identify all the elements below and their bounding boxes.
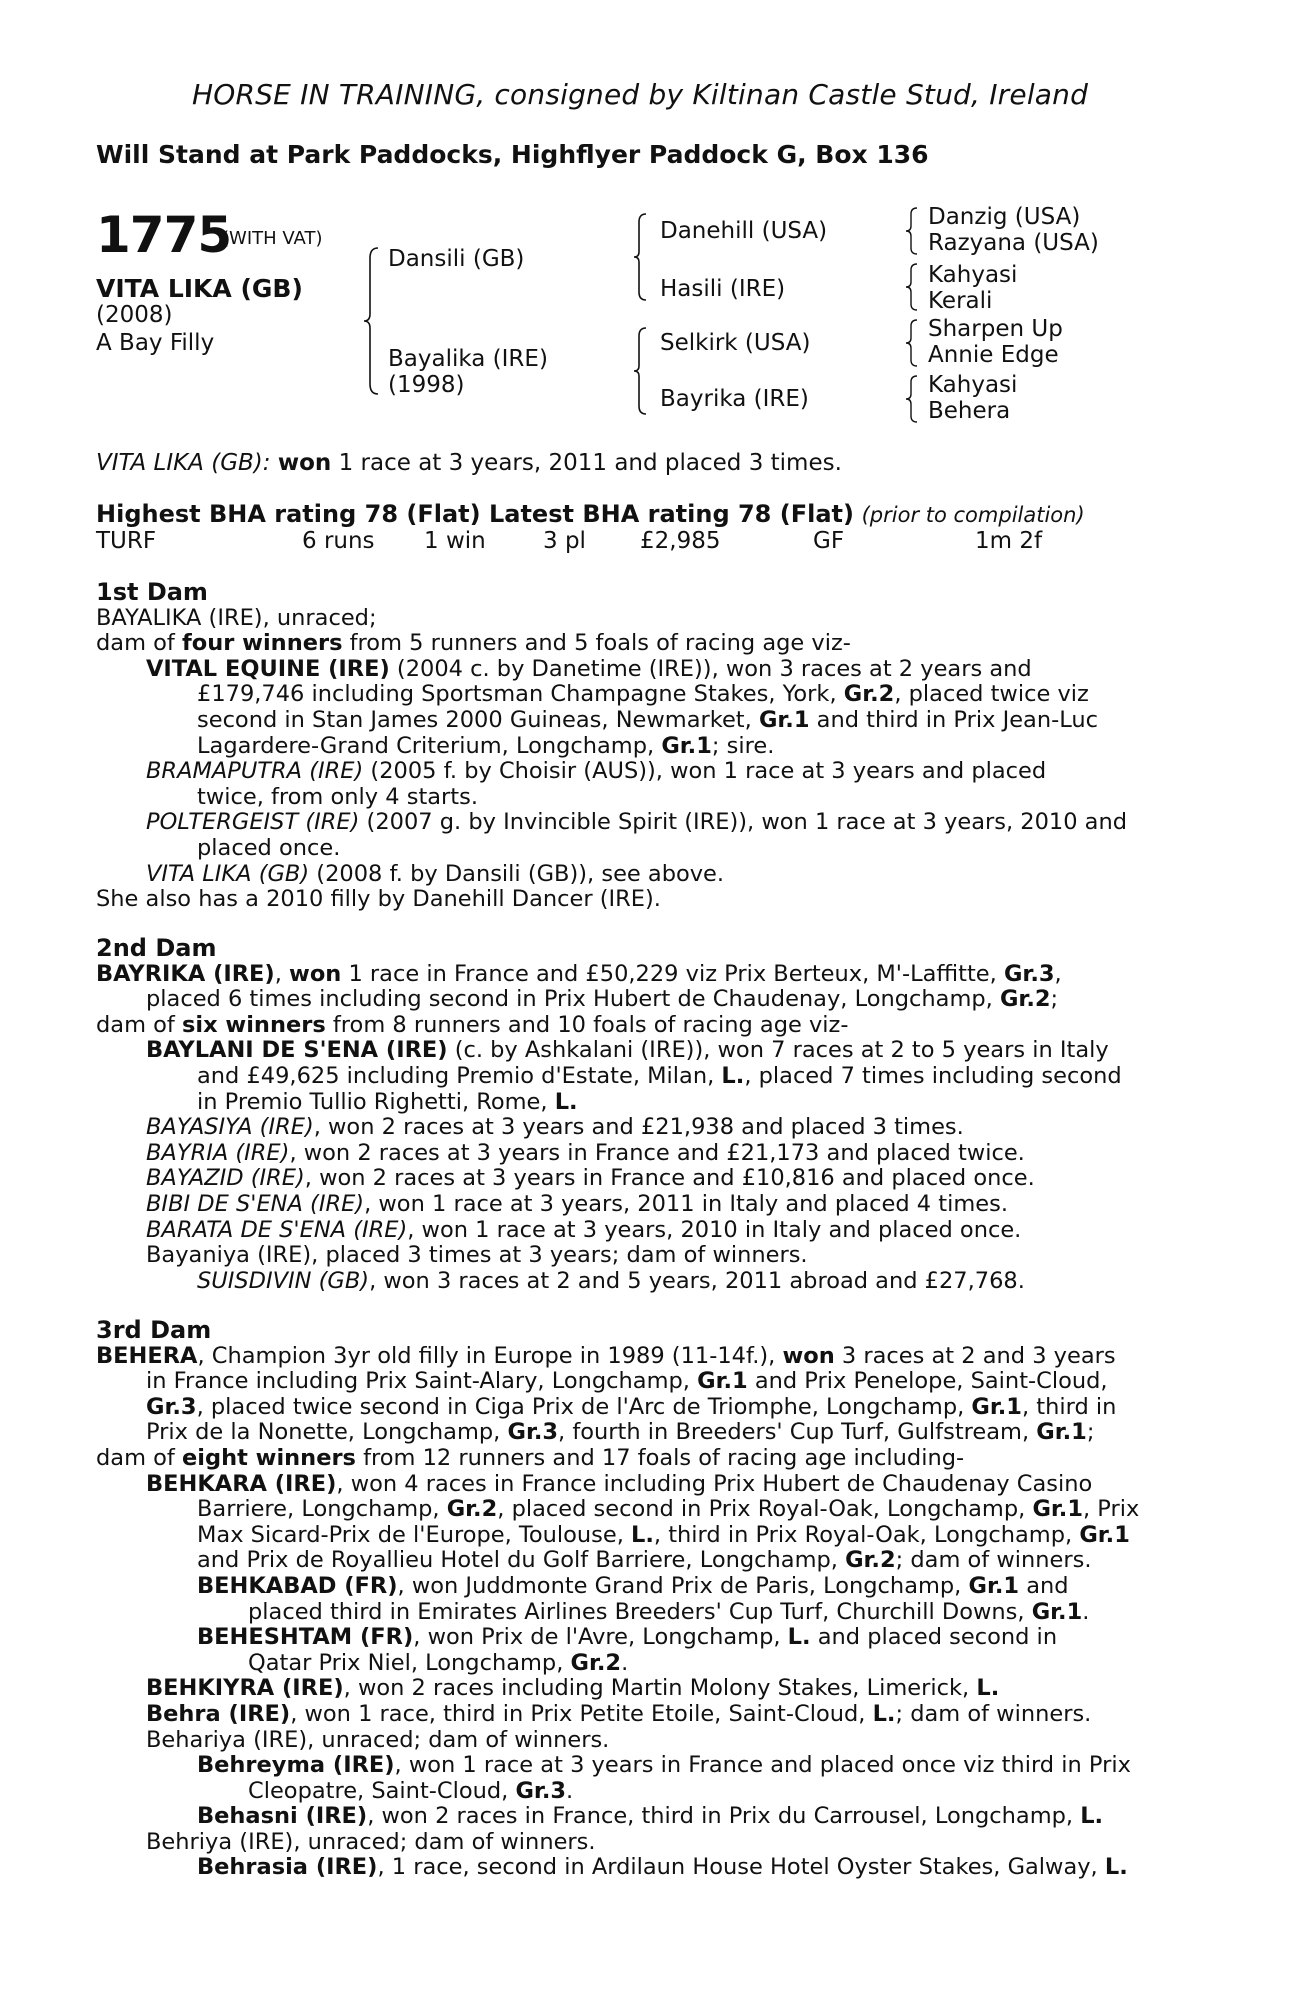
pedigree-dam-dam: Bayrika (IRE) [660,386,809,412]
progeny-line: BEHKARA (IRE), won 4 races in France including Prix Hubert de Chaudenay Casino [146,1470,1093,1497]
progeny-line: BEHKABAD (FR), won Juddmonte Grand Prix de Paris, Longchamp, Gr.1 and [197,1572,1069,1599]
dam-line: in France including Prix Saint-Alary, Longchamp, Gr.1 and Prix Penelope, Saint-Cloud, [146,1368,1108,1395]
pedigree-gen3-2: Razyana (USA) [928,230,1099,256]
pedigree-dam: Bayalika (IRE) [388,346,548,372]
progeny-line: BAYRIA (IRE), won 2 races at 3 years in France and £21,173 and placed twice. [146,1139,1025,1166]
vat-note: (WITH VAT) [222,228,323,249]
dam-line: placed 6 times including second in Prix Hubert de Chaudenay, Longchamp, Gr.2; [146,986,1059,1013]
progeny-line: BARATA DE S'ENA (IRE), won 1 race at 3 years, 2010 in Italy and placed once. [146,1216,1022,1243]
pedigree-gen3-7: Kahyasi [928,372,1018,398]
section-heading: 1st Dam [96,578,208,606]
progeny-line: in Premio Tullio Righetti, Rome, L. [197,1088,578,1115]
pedigree-dam-year: (1998) [388,372,465,398]
progeny-line: twice, from only 4 starts. [197,783,478,810]
progeny-line: Behariya (IRE), unraced; dam of winners. [146,1726,610,1753]
progeny-line: £179,746 including Sportsman Champagne Stakes, York, Gr.2, placed twice viz [197,681,1089,708]
progeny-line: Cleopatre, Saint-Cloud, Gr.3. [248,1777,574,1804]
progeny-line: BEHKIYRA (IRE), won 2 races including Martin Molony Stakes, Limerick, L. [146,1675,1000,1702]
race-summary: VITA LIKA (GB): won 1 race at 3 years, 2011 and placed 3 times. [96,450,842,476]
pedigree-brace-dam-line [632,326,650,416]
dam-line: Prix de la Nonette, Longchamp, Gr.3, fourth in Breeders' Cup Turf, Gulfstream, Gr.1; [146,1419,1095,1446]
second-dam-section [96,936,1218,1294]
pedigree-gen3-6: Annie Edge [928,342,1059,368]
progeny-line: Bayaniya (IRE), placed 3 times at 3 years; dam of winners. [146,1242,808,1269]
progeny-line: Qatar Prix Niel, Longchamp, Gr.2. [248,1649,629,1676]
progeny-line: Barriere, Longchamp, Gr.2, placed second in Prix Royal-Oak, Longchamp, Gr.1, Prix [197,1496,1140,1523]
progeny-line: placed once. [197,834,341,861]
dam-line: BAYRIKA (IRE), won 1 race in France and £50,229 viz Prix Berteux, M'-Laffitte, Gr.3, [96,960,1062,987]
horse-description: A Bay Filly [96,330,215,356]
dam-line: dam of four winners from 5 runners and 5 foals of racing age viz- [96,630,851,657]
pedigree-sire-sire: Danehill (USA) [660,218,828,244]
perf-surface: TURF [96,528,157,554]
progeny-line: second in Stan James 2000 Guineas, Newmarket, Gr.1 and third in Prix Jean-Luc [197,706,1098,733]
dam-line: Gr.3, placed twice second in Ciga Prix de l'Arc de Triomphe, Longchamp, Gr.1, third in [146,1393,1117,1420]
progeny-line: BIBI DE S'ENA (IRE), won 1 race at 3 years, 2011 in Italy and placed 4 times. [146,1190,1008,1217]
progeny-line: Behra (IRE), won 1 race, third in Prix Petite Etoile, Saint-Cloud, L.; dam of winners. [146,1700,1092,1727]
progeny-line: BAYAZID (IRE), won 2 races at 3 years in France and £10,816 and placed once. [146,1165,1035,1192]
pedigree-sire-dam: Hasili (IRE) [660,276,786,302]
stand-location: Will Stand at Park Paddocks, Highflyer Paddock G, Box 136 [96,140,929,169]
pedigree-brace-sire-dam [362,246,382,396]
dam-line: BAYALIKA (IRE), unraced; [96,604,377,631]
dam-line: dam of eight winners from 12 runners and 17 foals of racing age including- [96,1444,965,1471]
pedigree-gen3-8: Behera [928,398,1011,424]
progeny-line: POLTERGEIST (IRE) (2007 g. by Invincible Spirit (IRE)), won 1 race at 3 years, 2010 and [146,809,1128,836]
pedigree-brace-selkirk [904,318,920,368]
progeny-line: BAYLANI DE S'ENA (IRE) (c. by Ashkalani (IRE)), won 7 races at 2 to 5 years in Italy [146,1037,1109,1064]
catalogue-title: HORSE IN TRAINING, consigned by Kiltinan Castle Stud, Ireland [192,78,1089,111]
pedigree-gen3-5: Sharpen Up [928,316,1063,342]
section-heading: 3rd Dam [96,1316,212,1344]
perf-going: GF [813,528,845,554]
progeny-line: Behrasia (IRE), 1 race, second in Ardilaun House Hotel Oyster Stakes, Galway, L. [197,1854,1128,1881]
perf-distance: 1m 2f [975,528,1043,554]
perf-prize: £2,985 [640,528,721,554]
section-heading: 2nd Dam [96,934,217,962]
pedigree-brace-sire-line [632,212,650,302]
progeny-line: Behreyma (IRE), won 1 race at 3 years in France and placed once viz third in Prix [197,1752,1131,1779]
dam-line: She also has a 2010 filly by Danehill Dancer (IRE). [96,886,661,913]
lot-number: 1775 [96,206,232,264]
perf-runs: 6 runs [302,528,375,554]
progeny-line: Lagardere-Grand Criterium, Longchamp, Gr.1; sire. [197,732,775,759]
progeny-line: BEHESHTAM (FR), won Prix de l'Avre, Longchamp, L. and placed second in [197,1624,1058,1651]
progeny-line: VITAL EQUINE (IRE) (2004 c. by Danetime (IRE)), won 3 races at 2 years and [146,655,1032,682]
pedigree-brace-hasili [904,262,920,312]
pedigree-gen3-4: Kerali [928,288,993,314]
pedigree-gen3-1: Danzig (USA) [928,204,1081,230]
perf-places: 3 pl [543,528,586,554]
progeny-line: Behasni (IRE), won 2 races in France, third in Prix du Carrousel, Longchamp, L. [197,1803,1104,1830]
progeny-line: placed third in Emirates Airlines Breeders' Cup Turf, Churchill Downs, Gr.1. [248,1598,1090,1625]
pedigree-dam-sire: Selkirk (USA) [660,330,811,356]
progeny-line: Behriya (IRE), unraced; dam of winners. [146,1828,596,1855]
progeny-line: BRAMAPUTRA (IRE) (2005 f. by Choisir (AUS)), won 1 race at 3 years and placed [146,758,1047,785]
perf-wins: 1 win [424,528,486,554]
progeny-line: SUISDIVIN (GB), won 3 races at 2 and 5 years, 2011 abroad and £27,768. [197,1267,1025,1294]
pedigree-brace-danehill [904,206,920,256]
foaling-year: (2008) [96,302,173,328]
progeny-line: BAYASIYA (IRE), won 2 races at 3 years and £21,938 and placed 3 times. [146,1114,964,1141]
dam-line: BEHERA, Champion 3yr old filly in Europe in 1989 (11-14f.), won 3 races at 2 and 3 years [96,1342,1116,1369]
pedigree-sire: Dansili (GB) [388,246,525,272]
bha-rating: Highest BHA rating 78 (Flat) Latest BHA rating 78 (Flat) (prior to compilation) [96,500,1085,528]
first-dam-section [96,580,1218,913]
progeny-line: and £49,625 including Premio d'Estate, Milan, L., placed 7 times including second [197,1062,1122,1089]
horse-name: VITA LIKA (GB) [96,274,303,303]
pedigree-brace-bayrika [904,374,920,424]
progeny-line: and Prix de Royallieu Hotel du Golf Barriere, Longchamp, Gr.2; dam of winners. [197,1547,1092,1574]
progeny-line: Max Sicard-Prix de l'Europe, Toulouse, L., third in Prix Royal-Oak, Longchamp, Gr.1 [197,1521,1130,1548]
pedigree-gen3-3: Kahyasi [928,262,1018,288]
progeny-line: VITA LIKA (GB) (2008 f. by Dansili (GB)), see above. [146,860,725,887]
third-dam-section [96,1318,1218,1881]
dam-line: dam of six winners from 8 runners and 10 foals of racing age viz- [96,1011,849,1038]
